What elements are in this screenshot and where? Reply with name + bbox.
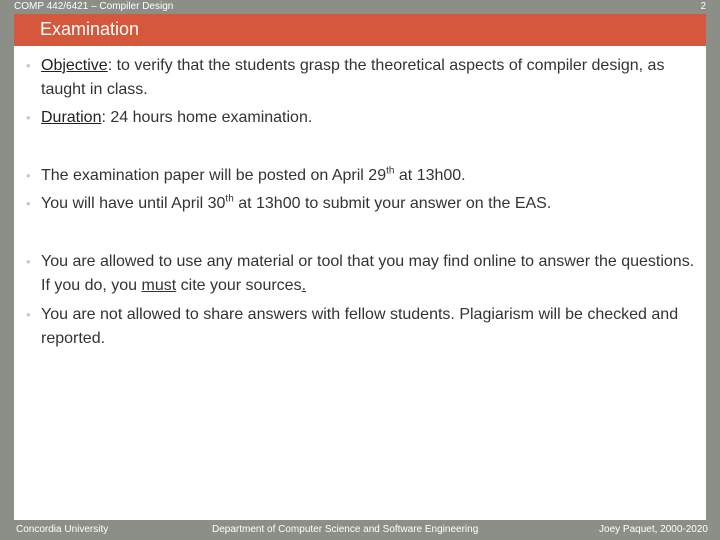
page-number: 2 bbox=[700, 1, 706, 12]
slide-header bbox=[0, 0, 720, 14]
materials-period: . bbox=[301, 277, 307, 294]
footer-author: Joey Paquet, 2000-2020 bbox=[599, 524, 708, 535]
materials-text-end: cite your sources bbox=[176, 277, 302, 294]
deadline-text-start: You will have until April 30 bbox=[41, 195, 226, 212]
materials-emphasis: must bbox=[141, 277, 177, 294]
bullet-posting-date bbox=[26, 164, 701, 188]
slide-footer bbox=[0, 520, 720, 540]
duration-text: 24 hours home examination. bbox=[105, 109, 313, 126]
course-title: COMP 442/6421 – Compiler Design bbox=[14, 1, 174, 12]
bullet-duration bbox=[26, 106, 701, 130]
posting-text-start: The examination paper will be posted on April 29 bbox=[41, 167, 387, 184]
bullet-icon: • bbox=[26, 307, 31, 322]
bullet-icon: • bbox=[26, 58, 31, 73]
bullet-icon: • bbox=[26, 196, 31, 211]
bullet-objective bbox=[26, 54, 701, 102]
deadline-ordinal: th bbox=[225, 193, 234, 205]
footer-university: Concordia University bbox=[16, 524, 109, 535]
bullet-icon: • bbox=[26, 110, 31, 125]
bullet-icon: • bbox=[26, 254, 31, 269]
footer-department: Department of Computer Science and Software Engineering bbox=[212, 524, 479, 535]
materials-text-start: You are allowed to use any material or tool that you may find online to answer the questions. If you do, you bbox=[41, 253, 695, 294]
bullet-icon: • bbox=[26, 168, 31, 183]
deadline-text-end: at 13h00 to submit your answer on the EAS. bbox=[233, 195, 552, 212]
posting-text-end: at 13h00. bbox=[394, 167, 466, 184]
plagiarism-text: You are not allowed to share answers with fellow students. Plagiarism will be checked and reported. bbox=[41, 306, 679, 347]
objective-separator: : bbox=[107, 57, 113, 74]
slide-content bbox=[14, 46, 706, 520]
bullet-plagiarism bbox=[26, 303, 701, 351]
objective-text: to verify that the students grasp the theoretical aspects of compiler design, as taught in class. bbox=[41, 57, 665, 98]
duration-label: Duration bbox=[41, 109, 102, 126]
posting-ordinal: th bbox=[386, 165, 395, 177]
slide-title: Examination bbox=[40, 19, 140, 39]
duration-separator: : bbox=[101, 109, 106, 126]
bullet-submission-deadline bbox=[26, 192, 701, 216]
objective-label: Objective bbox=[41, 57, 108, 74]
bullet-materials-allowed bbox=[26, 250, 701, 298]
